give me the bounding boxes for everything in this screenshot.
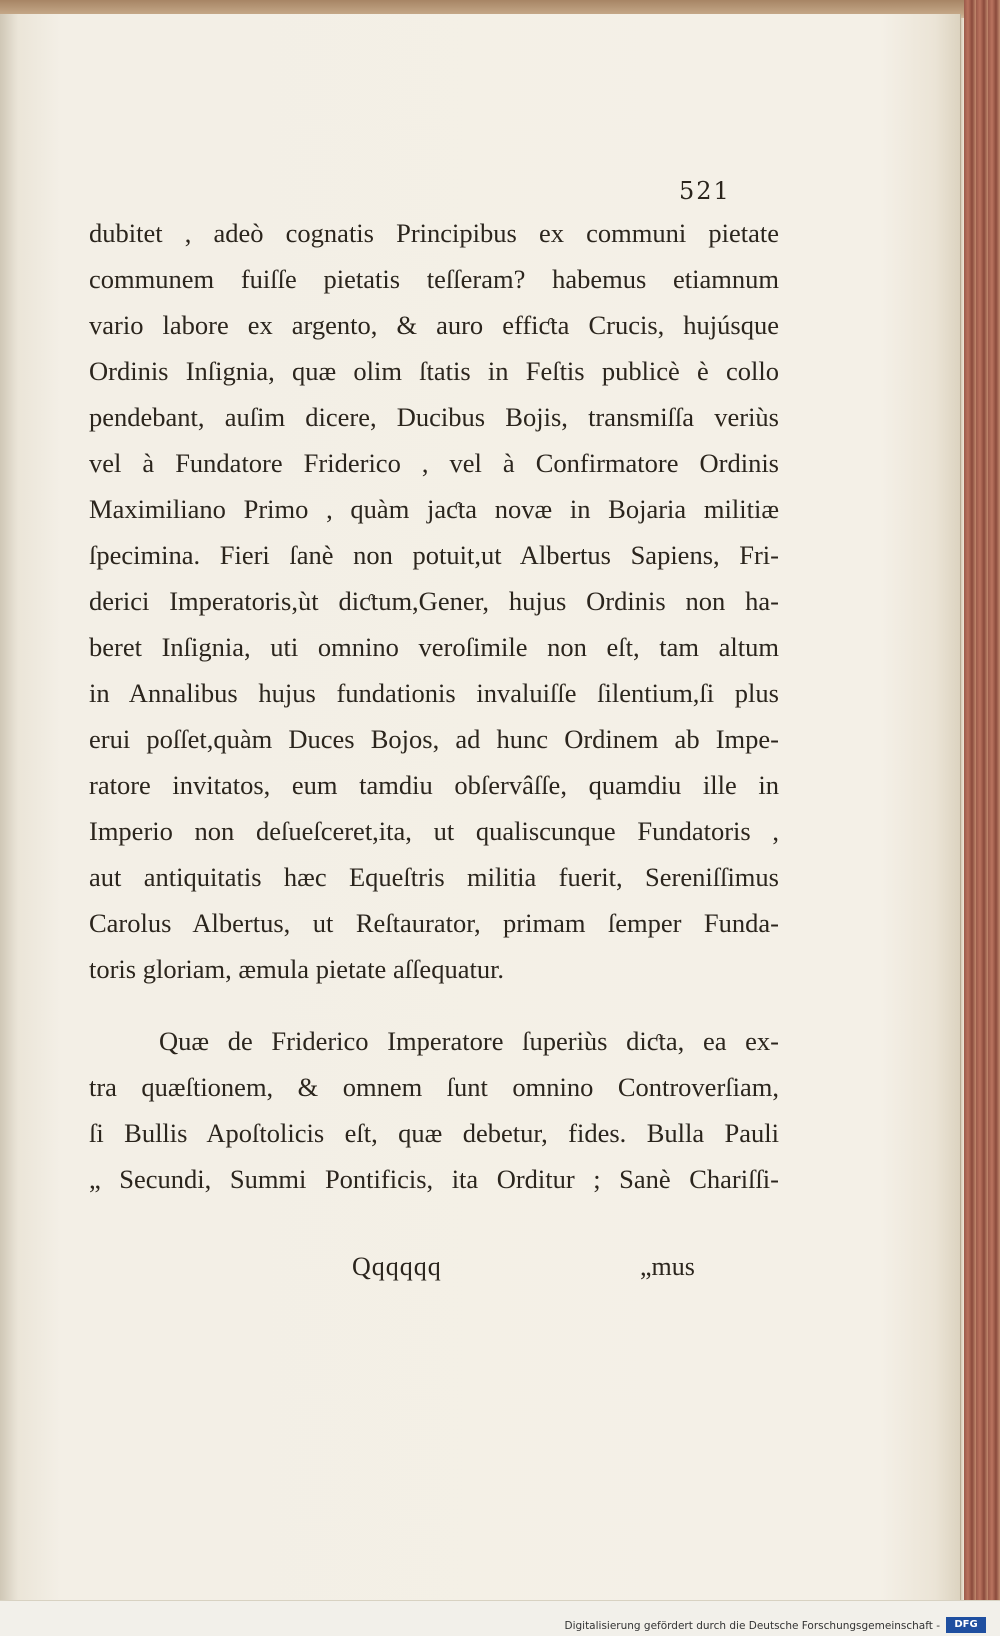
text-line: Imperio non deſueſceret,ita, ut qualiscunque Fundatoris , bbox=[89, 816, 779, 846]
catchword: „mus bbox=[640, 1252, 695, 1281]
text-line: pendebant, auſim dicere, Ducibus Bojis, transmiſſa veriùs bbox=[89, 402, 779, 432]
text-line: vario labore ex argento, & auro effiƈta Crucis, hujúsque bbox=[89, 310, 779, 340]
text-line: toris gloriam, æmula pietate aſſequatur. bbox=[89, 954, 505, 984]
text-line: erui poſſet,quàm Duces Bojos, ad hunc Ordinem ab Impe- bbox=[89, 724, 779, 754]
text-line: Ordinis Inſignia, quæ olim ſtatis in Feſtis publicè è collo bbox=[89, 356, 779, 386]
page-number: 521 bbox=[679, 177, 731, 205]
text-line: derici Imperatoris,ùt diƈtum,Gener, hujus Ordinis non ha- bbox=[89, 586, 779, 616]
body-text bbox=[89, 210, 779, 1202]
text-line: dubitet , adeò cognatis Principibus ex communi pietate bbox=[89, 218, 779, 248]
book-binding-spine bbox=[964, 0, 1000, 1600]
funding-credit: Digitalisierung gefördert durch die Deutsche Forschungsgemeinschaft - bbox=[564, 1620, 940, 1632]
text-line: ſpecimina. Fieri ſanè non potuit,ut Albertus Sapiens, Fri- bbox=[89, 540, 779, 570]
dfg-logo: DFG bbox=[946, 1617, 986, 1633]
text-line: communem fuiſſe pietatis teſſeram? habemus etiamnum bbox=[89, 264, 779, 294]
text-line: vel à Fundatore Friderico , vel à Confirmatore Ordinis bbox=[89, 448, 779, 478]
text-line: ratore invitatos, eum tamdiu obſervâſſe, quamdiu ille in bbox=[89, 770, 779, 800]
text-line: ſi Bullis Apoſtolicis eſt, quæ debetur, fides. Bulla Pauli bbox=[89, 1118, 779, 1148]
text-line: Maximiliano Primo , quàm jaƈta novæ in Bojaria militiæ bbox=[89, 494, 779, 524]
text-line: Quæ de Friderico Imperatore ſuperiùs diƈta, ea ex- bbox=[159, 1026, 779, 1056]
text-line: Carolus Albertus, ut Reſtaurator, primam ſemper Funda- bbox=[89, 908, 779, 938]
text-line: aut antiquitatis hæc Equeſtris militia fuerit, Sereniſſimus bbox=[89, 862, 779, 892]
text-line: tra quæſtionem, & omnem ſunt omnino Controverſiam, bbox=[89, 1072, 779, 1102]
text-line: beret Inſignia, uti omnino veroſimile non eſt, tam altum bbox=[89, 632, 779, 662]
signature-mark: Qqqqqq bbox=[352, 1252, 442, 1281]
text-line: in Annalibus hujus fundationis invaluiſſe ſilentium,ſi plus bbox=[89, 678, 779, 708]
text-line: „ Secundi, Summi Pontificis, ita Orditur ; Sanè Chariſſi- bbox=[89, 1164, 779, 1194]
